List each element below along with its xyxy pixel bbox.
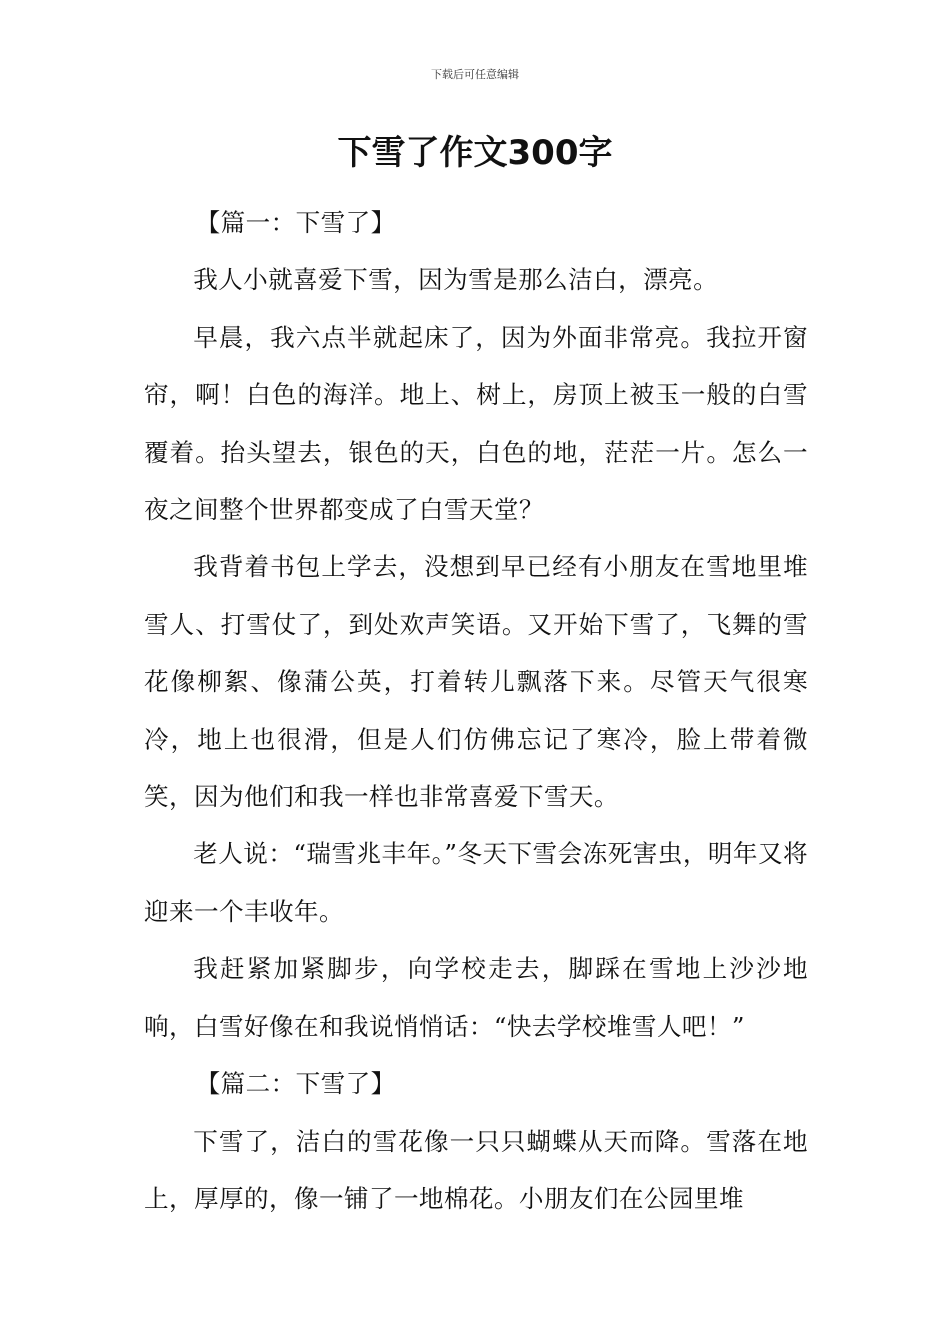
paragraph: 我赶紧加紧脚步，向学校走去，脚踩在雪地上沙沙地响，白雪好像在和我说悄悄话：“快去学校堆雪人吧！” [144,954,808,1041]
section-heading: 【篇二：下雪了】 [195,1069,396,1099]
paragraph: 早晨，我六点半就起床了，因为外面非常亮。我拉开窗帘，啊！白色的海洋。地上、树上，房顶上被玉一般的白雪覆着。抬头望去，银色的天，白色的地，茫茫一片。怎么一夜之间整个世界都变成了白雪天堂？ [144,322,808,525]
page-header-note: 下载后可任意编辑 [431,68,519,81]
section-heading: 【篇一：下雪了】 [195,208,396,237]
paragraph: 老人说：“瑞雪兆丰年。”冬天下雪会冻死害虫，明年又将迎来一个丰收年。 [144,839,808,926]
document-title: 下雪了作文300字 [337,133,613,173]
paragraph: 我背着书包上学去，没想到早已经有小朋友在雪地里堆雪人、打雪仗了，到处欢声笑语。又开始下雪了，飞舞的雪花像柳絮、像蒲公英，打着转儿飘落下来。尽管天气很寒冷，地上也很滑，但是人们仿佛忘记了寒冷，脸上带着微笑，因为他们和我一样也非常喜爱下雪天。 [144,552,808,812]
paragraph: 我人小就喜爱下雪，因为雪是那么洁白，漂亮。 [193,265,719,295]
paragraph: 下雪了，洁白的雪花像一只只蝴蝶从天而降。雪落在地上，厚厚的，像一铺了一地棉花。小朋友们在公园里堆 [144,1126,808,1213]
document-body [144,194,808,1227]
